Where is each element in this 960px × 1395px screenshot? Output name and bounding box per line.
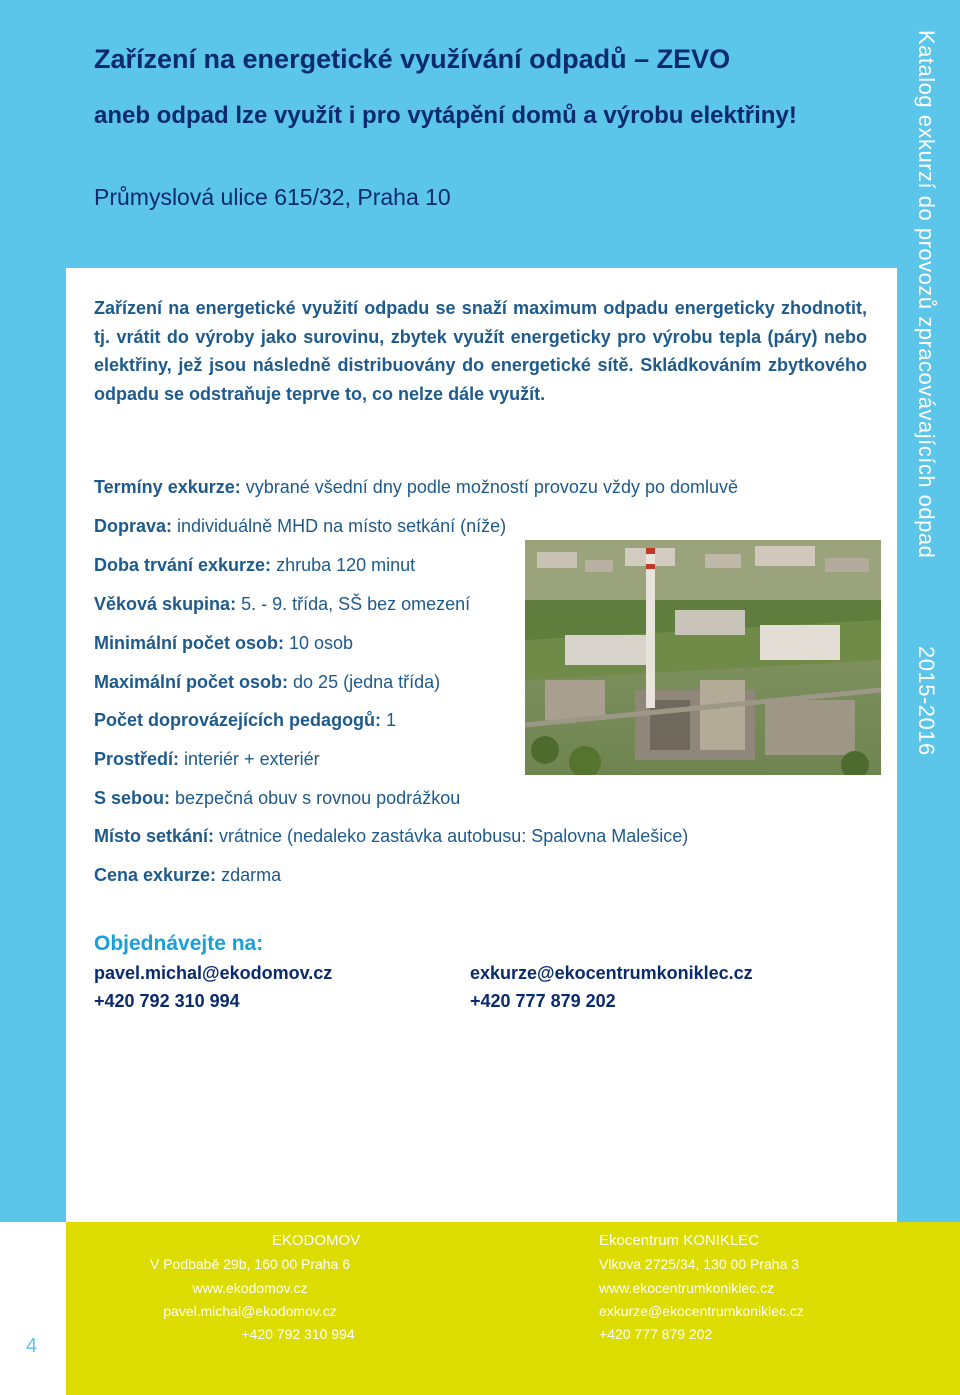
- order-heading: Objednávejte na:: [94, 932, 264, 955]
- order-email-ekodomov[interactable]: pavel.michal@ekodomov.cz: [94, 963, 333, 983]
- info-duration: Doba trvání exkurze: zhruba 120 minut: [94, 555, 416, 575]
- order-email-koniklec[interactable]: exkurze@ekocentrumkoniklec.cz: [470, 963, 753, 983]
- page-number: 4: [26, 1335, 38, 1357]
- info-min-people: Minimální počet osob: 10 osob: [94, 633, 354, 653]
- location-address: Průmyslová ulice 615/32, Praha 10: [94, 184, 451, 210]
- footer-ekodomov-address: V Podbabě 29b, 160 00 Praha 6: [149, 1256, 351, 1272]
- footer-koniklec-phone: +420 777 879 202: [599, 1326, 713, 1342]
- info-environment: Prostředí: interiér + exteriér: [94, 749, 320, 769]
- side-catalog-label: Katalog exkurzí do provozů zpracovávajících odpad: [914, 30, 939, 559]
- footer-koniklec-name: Ekocentrum KONIKLEC: [599, 1232, 760, 1249]
- top-frame: [0, 0, 960, 20]
- footer-ekodomov-email[interactable]: pavel.michal@ekodomov.cz: [163, 1303, 337, 1319]
- info-transport: Doprava: individuálně MHD na místo setkání (níže): [94, 516, 507, 536]
- footer-koniklec-email[interactable]: exkurze@ekocentrumkoniklec.cz: [599, 1303, 804, 1319]
- footer-ekodomov-phone: +420 792 310 994: [241, 1326, 355, 1342]
- footer-koniklec-web[interactable]: www.ekocentrumkoniklec.cz: [599, 1280, 775, 1296]
- intro-paragraph: Zařízení na energetické využití odpadu se snaží maximum odpadu energeticky zhodnotit, tj. vrátit do výroby jako surovinu, zbytek využít energeticky pro výrobu tepla (páry) nebo elektřiny, jež jsou následně distribuovány do energetické sítě. Skládkováním zbytkového odpadu se odstraňuje teprve to, co nelze dále využít.: [94, 298, 867, 404]
- left-frame: [0, 0, 66, 1395]
- footer-ekodomov-web[interactable]: www.ekodomov.cz: [192, 1280, 308, 1296]
- info-max-people: Maximální počet osob: do 25 (jedna třída): [94, 672, 441, 692]
- page-number-band: [0, 1222, 66, 1395]
- footer-koniklec-address: Vlkova 2725/34, 130 00 Praha 3: [599, 1256, 800, 1272]
- info-age-group: Věková skupina: 5. - 9. třída, SŠ bez omezení: [94, 594, 471, 614]
- info-meeting-point: Místo setkání: vrátnice (nedaleko zastávka autobusu: Spalovna Malešice): [94, 826, 689, 846]
- footer-ekodomov-name: EKODOMOV: [271, 1232, 361, 1249]
- info-teachers: Počet doprovázejících pedagogů: 1: [94, 710, 397, 730]
- order-phone-ekodomov: +420 792 310 994: [94, 991, 240, 1011]
- info-bring: S sebou: bezpečná obuv s rovnou podrážkou: [94, 788, 461, 808]
- page-subtitle: aneb odpad lze využít i pro vytápění domů a výrobu elektřiny!: [94, 102, 797, 129]
- info-dates: Termíny exkurze: vybrané všední dny podle možností provozu vždy po domluvě: [94, 477, 739, 497]
- side-years-label: 2015-2016: [914, 646, 939, 756]
- plant-aerial-photo: [525, 540, 881, 775]
- page-title: Zařízení na energetické využívání odpadů – ZEVO: [94, 44, 731, 74]
- order-phone-koniklec: +420 777 879 202: [470, 991, 616, 1011]
- info-price: Cena exkurze: zdarma: [94, 865, 282, 885]
